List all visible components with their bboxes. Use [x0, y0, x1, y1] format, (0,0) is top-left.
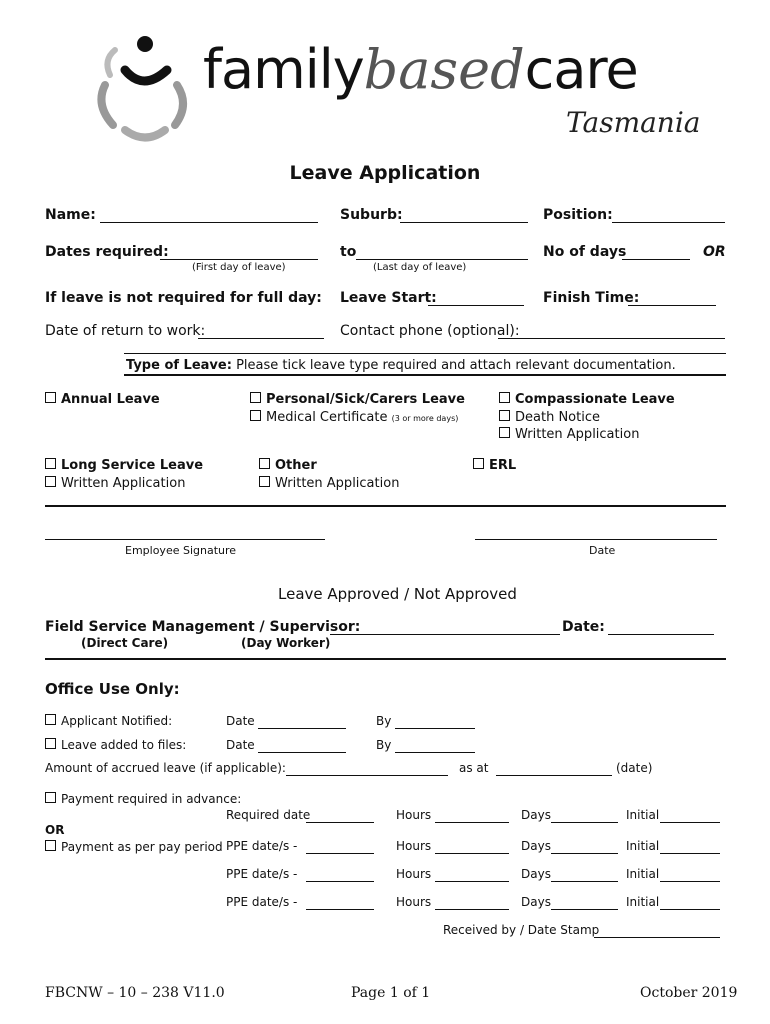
- checkbox-icon: [45, 840, 56, 851]
- notified-by-label: By: [376, 714, 392, 728]
- name-field[interactable]: [100, 222, 318, 223]
- long-service-leave-label: Long Service Leave: [61, 458, 204, 473]
- written-application-label: Written Application: [515, 427, 640, 442]
- days-label: Days: [521, 895, 551, 909]
- other-leave-option[interactable]: [259, 458, 317, 473]
- written-application-option-3[interactable]: [259, 476, 399, 491]
- days-field[interactable]: [551, 853, 618, 854]
- leave-start-label: Leave Start:: [340, 290, 437, 306]
- required-date-field[interactable]: [306, 822, 374, 823]
- initial-label: Initial: [626, 867, 660, 881]
- payment-period-label: Payment as per pay period: [61, 840, 223, 854]
- direct-care-label: (Direct Care): [81, 636, 169, 650]
- checkbox-icon: [499, 392, 510, 403]
- approval-date-label: Date:: [562, 619, 605, 635]
- accrued-leave-label: Amount of accrued leave (if applicable):: [45, 761, 286, 775]
- ppe-date-field[interactable]: [306, 853, 374, 854]
- divider-type: [124, 374, 726, 376]
- medical-certificate-label: Medical Certificate: [266, 410, 388, 425]
- return-date-field[interactable]: [198, 338, 324, 339]
- hours-label: Hours: [396, 867, 432, 881]
- payment-or-label: OR: [45, 823, 65, 837]
- footer-form-code: FBCNW – 10 – 238 V11.0: [45, 985, 225, 1001]
- no-of-days-label: No of days: [543, 244, 627, 260]
- leave-start-field[interactable]: [428, 305, 524, 306]
- checkbox-icon: [45, 738, 56, 749]
- ppe-date-label: PPE date/s -: [226, 867, 298, 881]
- footer-page-number: Page 1 of 1: [351, 985, 431, 1001]
- page-title: Leave Application: [289, 162, 481, 184]
- name-label: Name:: [45, 207, 96, 223]
- leave-added-option[interactable]: [45, 738, 186, 752]
- checkbox-icon: [259, 476, 270, 487]
- checkbox-icon: [45, 714, 56, 725]
- signature-date-field[interactable]: [475, 539, 717, 540]
- received-by-label: Received by / Date Stamp: [443, 923, 600, 937]
- initial-field[interactable]: [660, 853, 720, 854]
- return-date-label: Date of return to work:: [45, 323, 206, 339]
- ppe-date-field[interactable]: [306, 909, 374, 910]
- received-by-field[interactable]: [594, 937, 720, 938]
- day-worker-label: (Day Worker): [241, 636, 331, 650]
- written-application-option-2[interactable]: [45, 476, 185, 491]
- added-date-field[interactable]: [258, 752, 346, 753]
- suburb-field[interactable]: [400, 222, 528, 223]
- initial-label: Initial: [626, 895, 660, 909]
- dates-required-label: Dates required:: [45, 244, 169, 260]
- erl-label: ERL: [489, 458, 517, 473]
- days-field[interactable]: [551, 909, 618, 910]
- or-label: OR: [703, 244, 726, 260]
- written-application-label: Written Application: [61, 476, 186, 491]
- divider-top: [124, 353, 726, 354]
- hours-field[interactable]: [435, 853, 509, 854]
- days-label: Days: [521, 867, 551, 881]
- finish-time-label: Finish Time:: [543, 290, 640, 306]
- signature-date-label: Date: [589, 544, 616, 557]
- logo-wordmark: [203, 38, 638, 101]
- written-application-option-1[interactable]: [499, 427, 639, 442]
- days-field[interactable]: [551, 881, 618, 882]
- logo-region: Tasmania: [566, 106, 701, 139]
- hours-field[interactable]: [435, 822, 509, 823]
- notified-by-field[interactable]: [395, 728, 475, 729]
- added-by-label: By: [376, 738, 392, 752]
- payment-advance-option[interactable]: [45, 792, 241, 806]
- logo: [85, 30, 195, 150]
- checkbox-icon: [259, 458, 270, 469]
- compassionate-leave-option[interactable]: [499, 392, 675, 407]
- employee-signature-label: Employee Signature: [125, 544, 237, 557]
- initial-field[interactable]: [660, 881, 720, 882]
- days-label: Days: [521, 808, 551, 822]
- type-of-leave-label: Type of Leave:: [126, 358, 232, 373]
- no-of-days-field[interactable]: [622, 259, 690, 260]
- position-label: Position:: [543, 207, 613, 223]
- approval-date-field[interactable]: [608, 634, 714, 635]
- suburb-label: Suburb:: [340, 207, 403, 223]
- checkbox-icon: [45, 392, 56, 403]
- contact-phone-label: Contact phone (optional):: [340, 323, 520, 339]
- checkbox-icon: [250, 410, 261, 421]
- divider-approval: [45, 658, 726, 660]
- to-label: to: [340, 244, 357, 260]
- initial-field[interactable]: [660, 822, 720, 823]
- accrued-leave-field[interactable]: [286, 775, 448, 776]
- ppe-date-field[interactable]: [306, 881, 374, 882]
- hours-label: Hours: [396, 839, 432, 853]
- death-notice-label: Death Notice: [515, 410, 600, 425]
- approval-status: Leave Approved / Not Approved: [278, 585, 517, 603]
- type-of-leave-row: [126, 358, 676, 373]
- applicant-notified-option[interactable]: [45, 714, 172, 728]
- checkbox-icon: [473, 458, 484, 469]
- notified-date-field[interactable]: [258, 728, 346, 729]
- initial-label: Initial: [626, 808, 660, 822]
- ppe-date-label: PPE date/s -: [226, 839, 298, 853]
- logo-word-based: based: [363, 38, 525, 101]
- checkbox-icon: [499, 410, 510, 421]
- days-label: Days: [521, 839, 551, 853]
- checkbox-icon: [45, 792, 56, 803]
- dates-required-field[interactable]: [160, 259, 318, 260]
- logo-mark-icon: [85, 30, 195, 150]
- notified-date-label: Date: [226, 714, 255, 728]
- days-field[interactable]: [551, 822, 618, 823]
- to-date-field[interactable]: [356, 259, 528, 260]
- applicant-notified-label: Applicant Notified:: [61, 714, 173, 728]
- payment-advance-label: Payment required in advance:: [61, 792, 242, 806]
- supervisor-label: Field Service Management / Supervisor:: [45, 619, 361, 635]
- added-by-field[interactable]: [395, 752, 475, 753]
- finish-time-field[interactable]: [628, 305, 716, 306]
- checkbox-icon: [45, 458, 56, 469]
- as-at-field[interactable]: [496, 775, 612, 776]
- logo-word-care: care: [524, 38, 638, 101]
- contact-phone-field[interactable]: [498, 338, 725, 339]
- hours-label: Hours: [396, 808, 432, 822]
- hours-label: Hours: [396, 895, 432, 909]
- hours-field[interactable]: [435, 909, 509, 910]
- type-of-leave-instruction: Please tick leave type required and attach relevant documentation.: [236, 358, 676, 373]
- as-at-date-label: (date): [616, 761, 653, 775]
- required-date-label: Required date: [226, 808, 311, 822]
- death-notice-option[interactable]: [499, 410, 600, 425]
- added-date-label: Date: [226, 738, 255, 752]
- initial-label: Initial: [626, 839, 660, 853]
- annual-leave-option[interactable]: [45, 392, 160, 407]
- other-leave-label: Other: [275, 458, 317, 473]
- hours-field[interactable]: [435, 881, 509, 882]
- office-use-heading: Office Use Only:: [45, 680, 180, 698]
- supervisor-field[interactable]: [330, 634, 560, 635]
- checkbox-icon: [250, 392, 261, 403]
- position-field[interactable]: [612, 222, 725, 223]
- checkbox-icon: [499, 427, 510, 438]
- as-at-label: as at: [459, 761, 489, 775]
- personal-leave-option[interactable]: [250, 392, 465, 407]
- divider-leave-types: [45, 505, 726, 507]
- ppe-date-label: PPE date/s -: [226, 895, 298, 909]
- long-service-leave-option[interactable]: [45, 458, 203, 473]
- employee-signature-field[interactable]: [45, 539, 325, 540]
- leave-added-label: Leave added to files:: [61, 738, 187, 752]
- first-day-hint: (First day of leave): [192, 262, 286, 273]
- annual-leave-label: Annual Leave: [61, 392, 160, 407]
- medical-note: (3 or more days): [391, 414, 459, 423]
- footer-date: October 2019: [640, 985, 738, 1001]
- last-day-hint: (Last day of leave): [373, 262, 467, 273]
- personal-leave-label: Personal/Sick/Carers Leave: [266, 392, 465, 407]
- partial-day-label: If leave is not required for full day:: [45, 290, 322, 306]
- initial-field[interactable]: [660, 909, 720, 910]
- compassionate-leave-label: Compassionate Leave: [515, 392, 675, 407]
- written-application-label: Written Application: [275, 476, 400, 491]
- medical-certificate-option[interactable]: [250, 410, 458, 425]
- checkbox-icon: [45, 476, 56, 487]
- logo-word-family: family: [203, 38, 364, 101]
- erl-option[interactable]: [473, 458, 516, 473]
- payment-period-option[interactable]: [45, 840, 223, 854]
